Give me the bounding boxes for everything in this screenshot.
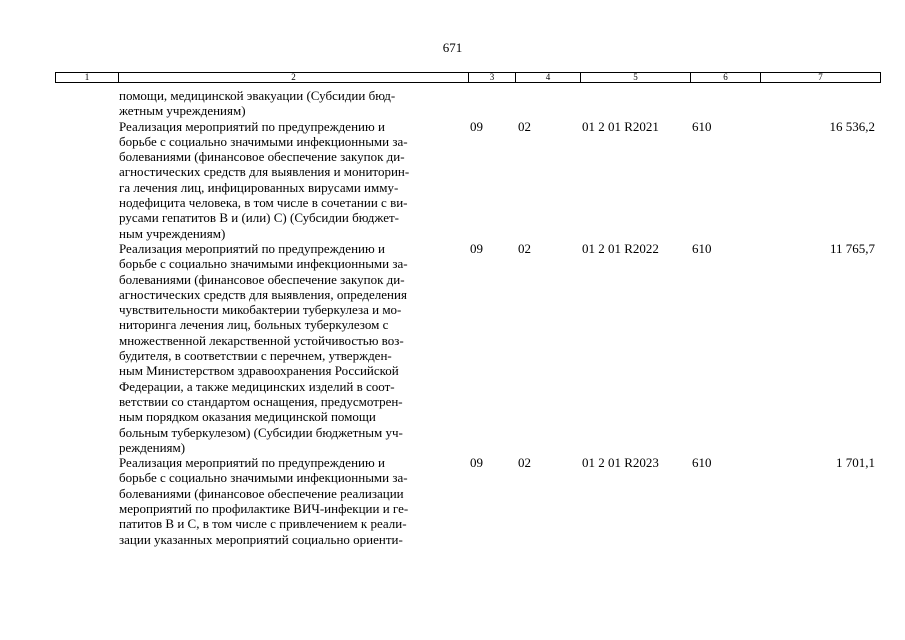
expense-type-code: 610 <box>692 240 712 256</box>
table-row <box>0 88 905 119</box>
description-line: га лечения лиц, инфицированных вирусами имму- <box>119 179 399 195</box>
description-line: ным Министерством здравоохранения Российской <box>119 363 399 379</box>
page-number: 671 <box>442 40 463 55</box>
section-code: 09 <box>470 455 483 471</box>
expense-type-code: 610 <box>692 118 712 134</box>
subsection-code: 02 <box>518 118 531 134</box>
description-line: больным туберкулезом) (Субсидии бюджетным уч- <box>119 424 403 440</box>
table-row <box>0 119 905 241</box>
column-number-3: 3 <box>469 73 516 83</box>
row-description <box>119 88 459 119</box>
expense-type-code: 610 <box>692 455 712 471</box>
subsection-code: 02 <box>518 240 531 256</box>
column-number-1: 1 <box>56 73 119 83</box>
description-line: борьбе с социально значимыми инфекционными за- <box>119 470 408 486</box>
description-line: агностических средств для выявления и мониторин- <box>119 164 410 180</box>
target-article-code: 01 2 01 R2023 <box>582 455 659 471</box>
description-line: болеваниями (финансовое обеспечение реализации <box>119 485 404 501</box>
description-line: Федерации, а также медицинских изделий в соот- <box>119 378 395 394</box>
amount-value: 1 701,1 <box>836 455 875 471</box>
target-article-code: 01 2 01 R2022 <box>582 240 659 256</box>
column-number-2: 2 <box>119 73 469 83</box>
description-line: Реализация мероприятий по предупреждению и <box>119 240 385 256</box>
amount-value: 16 536,2 <box>829 118 875 134</box>
subsection-code: 02 <box>518 455 531 471</box>
column-number-4: 4 <box>516 73 581 83</box>
description-line: зации указанных мероприятий социально ориенти- <box>119 531 403 547</box>
column-number-6: 6 <box>691 73 761 83</box>
description-line: агностических средств для выявления, определения <box>119 286 407 302</box>
description-line: мероприятий по профилактике ВИЧ-инфекции и ге- <box>119 501 409 517</box>
description-line: помощи, медицинской эвакуации (Субсидии бюд- <box>119 88 396 103</box>
section-code: 09 <box>470 240 483 256</box>
amount-value: 11 765,7 <box>829 240 875 256</box>
column-number-row <box>56 73 881 83</box>
description-line: нодефицита человека, в том числе в сочетании с ви- <box>119 195 408 211</box>
description-line: борьбе с социально значимыми инфекционными за- <box>119 133 408 149</box>
target-article-code: 01 2 01 R2021 <box>582 118 659 134</box>
description-line: ниторинга лечения лиц, больных туберкулезом с <box>119 317 389 333</box>
table-row <box>0 455 905 547</box>
table-row <box>0 241 905 455</box>
description-line: борьбе с социально значимыми инфекционными за- <box>119 256 408 272</box>
row-description <box>119 119 459 241</box>
row-description <box>119 455 459 547</box>
description-line: ветствии со стандартом оснащения, предусмотрен- <box>119 393 403 409</box>
description-line: множественной лекарственной устойчивостью воз- <box>119 332 404 348</box>
section-code: 09 <box>470 118 483 134</box>
description-line: болеваниями (финансовое обеспечение закупок ди- <box>119 149 405 165</box>
column-number-7: 7 <box>761 73 881 83</box>
description-line: Реализация мероприятий по предупреждению и <box>119 455 385 471</box>
description-line: патитов В и С, в том числе с привлечением к реали- <box>119 516 407 532</box>
description-line: будителя, в соответствии с перечнем, утвержден- <box>119 348 392 364</box>
row-description <box>119 241 459 455</box>
description-line: Реализация мероприятий по предупреждению и <box>119 118 385 134</box>
column-number-5: 5 <box>581 73 691 83</box>
column-header-table <box>55 72 881 83</box>
description-line: болеваниями (финансовое обеспечение закупок ди- <box>119 271 405 287</box>
description-line: ным порядком оказания медицинской помощи <box>119 409 376 425</box>
description-line: русами гепатитов В и (или) С) (Субсидии бюджет- <box>119 210 400 226</box>
description-line: реждениям) <box>119 439 186 455</box>
description-line: жетным учреждениям) <box>119 103 246 119</box>
description-line: чувствительности микобактерии туберкулеза и мо- <box>119 302 402 318</box>
description-line: ным учреждениям) <box>119 225 226 241</box>
budget-rows <box>0 88 905 547</box>
